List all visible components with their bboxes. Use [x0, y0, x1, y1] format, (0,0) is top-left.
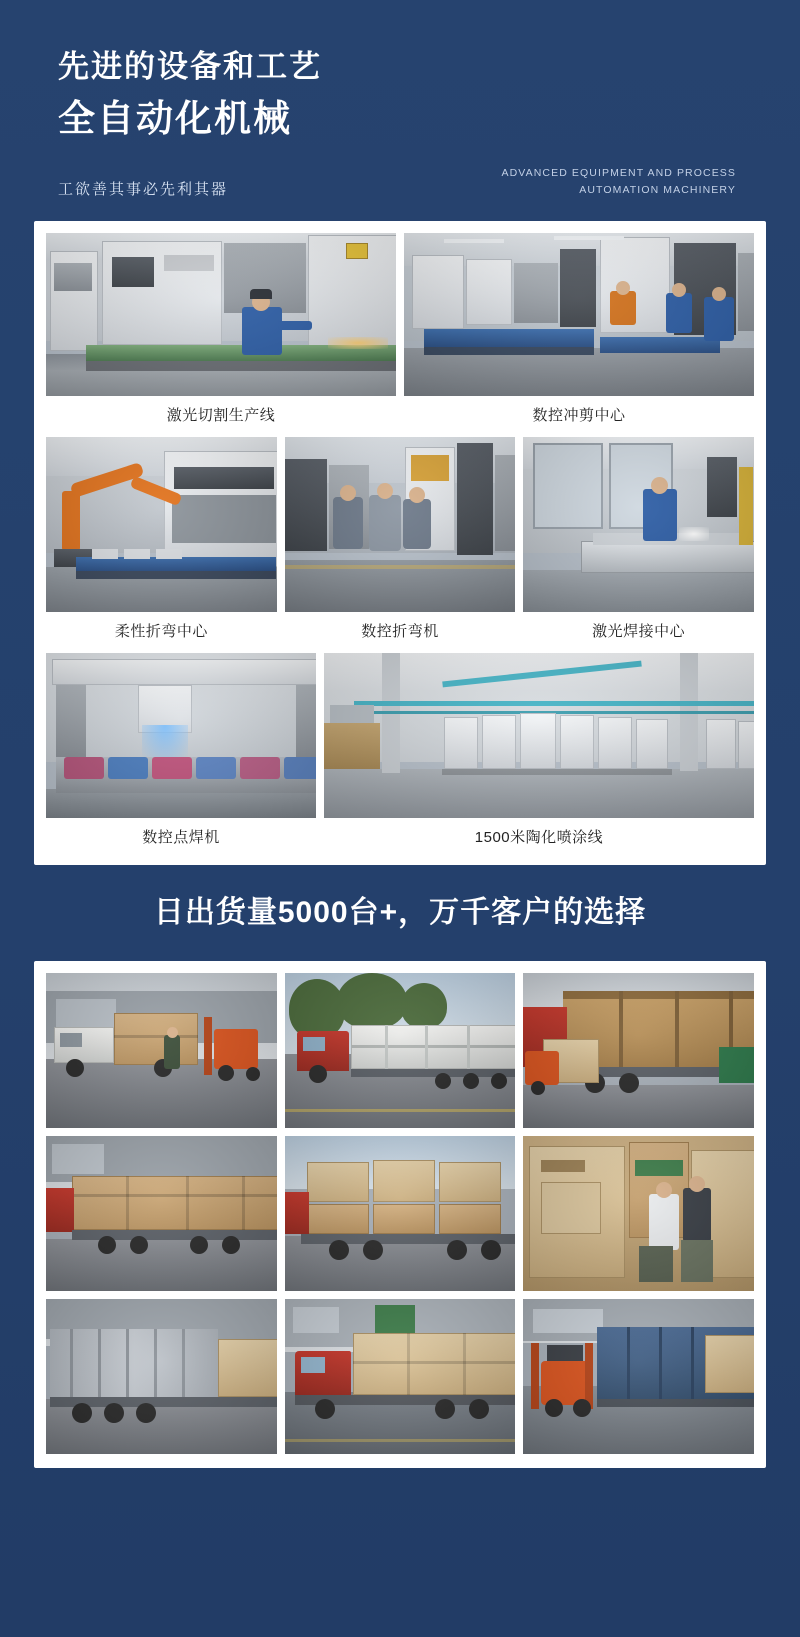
equipment-caption-cnc-bending: 数控折弯机: [361, 623, 439, 641]
shipping-cell-2-2: [285, 1136, 516, 1291]
header-subtitle-en-line1: ADVANCED EQUIPMENT AND PROCESS: [501, 166, 736, 179]
equipment-cell-laser-welding: [523, 437, 754, 645]
shipping-cell-3-1: [46, 1299, 277, 1454]
equipment-row-1: [46, 233, 754, 429]
equipment-cell-laser-cutting: [46, 233, 396, 429]
shipping-panel: [34, 961, 766, 1468]
photo-side-loading-cartons: [523, 973, 754, 1128]
equipment-caption-coating-line: 1500米陶化喷涂线: [474, 829, 604, 847]
equipment-row-2: [46, 437, 754, 645]
shipping-row-1: [46, 973, 754, 1128]
shipping-cell-2-3: [523, 1136, 754, 1291]
shipment-banner-text: 日出货量5000台+，万千客户的选择: [153, 896, 647, 930]
photo-truck-carton-stack: [285, 1136, 516, 1291]
shipping-row-2: [46, 1136, 754, 1291]
equipment-cell-cnc-punch: [404, 233, 754, 429]
equipment-caption-laser-cutting: 激光切割生产线: [166, 407, 276, 425]
shipping-row-3: [46, 1299, 754, 1454]
header-subtitle-en: [502, 165, 736, 200]
photo-container-truck-loading: [46, 1299, 277, 1454]
photo-flexible-bending-center: [46, 437, 277, 612]
shipping-cell-3-2: [285, 1299, 516, 1454]
photo-laser-welding-center: [523, 437, 754, 612]
shipment-banner: [0, 865, 800, 947]
equipment-caption-flexible-bending: 柔性折弯中心: [114, 623, 208, 641]
equipment-caption-spot-welder: 数控点焊机: [142, 829, 220, 847]
photo-coating-line: [324, 653, 754, 818]
header-title-line1: 先进的设备和工艺: [58, 49, 322, 84]
equipment-cell-spot-welder: [46, 653, 316, 851]
page-header: [0, 0, 800, 199]
header-subtitle-en-line2: AUTOMATION MACHINERY: [579, 184, 736, 197]
photo-forklift-into-container: [523, 1299, 754, 1454]
equipment-row-3: [46, 653, 754, 851]
header-subtitle-row: [58, 165, 742, 200]
shipping-cell-1-1: [46, 973, 277, 1128]
shipping-cell-1-2: [285, 973, 516, 1128]
shipping-cell-1-3: [523, 973, 754, 1128]
equipment-cell-coating-line: [324, 653, 754, 851]
equipment-cell-cnc-bending: [285, 437, 516, 645]
photo-flatbed-loaded-units: [46, 1136, 277, 1291]
photo-laser-cutting-line: [46, 233, 396, 396]
photo-cnc-punch-center: [404, 233, 754, 396]
photo-forklift-loading-truck: [46, 973, 277, 1128]
photo-cnc-spot-welder: [46, 653, 316, 818]
equipment-caption-laser-welding: 激光焊接中心: [592, 623, 686, 641]
photo-red-truck-white-units: [285, 973, 516, 1128]
header-title-line2: 全自动化机械: [58, 97, 292, 139]
photo-workers-packing-cartons: [523, 1136, 754, 1291]
shipping-cell-2-1: [46, 1136, 277, 1291]
photo-cnc-bending-machine: [285, 437, 516, 612]
equipment-caption-cnc-punch: 数控冲剪中心: [532, 407, 626, 425]
shipping-cell-3-3: [523, 1299, 754, 1454]
equipment-cell-flexible-bending: [46, 437, 277, 645]
equipment-panel: [34, 221, 766, 865]
photo-red-truck-bed-cartons: [285, 1299, 516, 1454]
header-subtitle-cn: 工欲善其事必先利其器: [58, 181, 229, 199]
